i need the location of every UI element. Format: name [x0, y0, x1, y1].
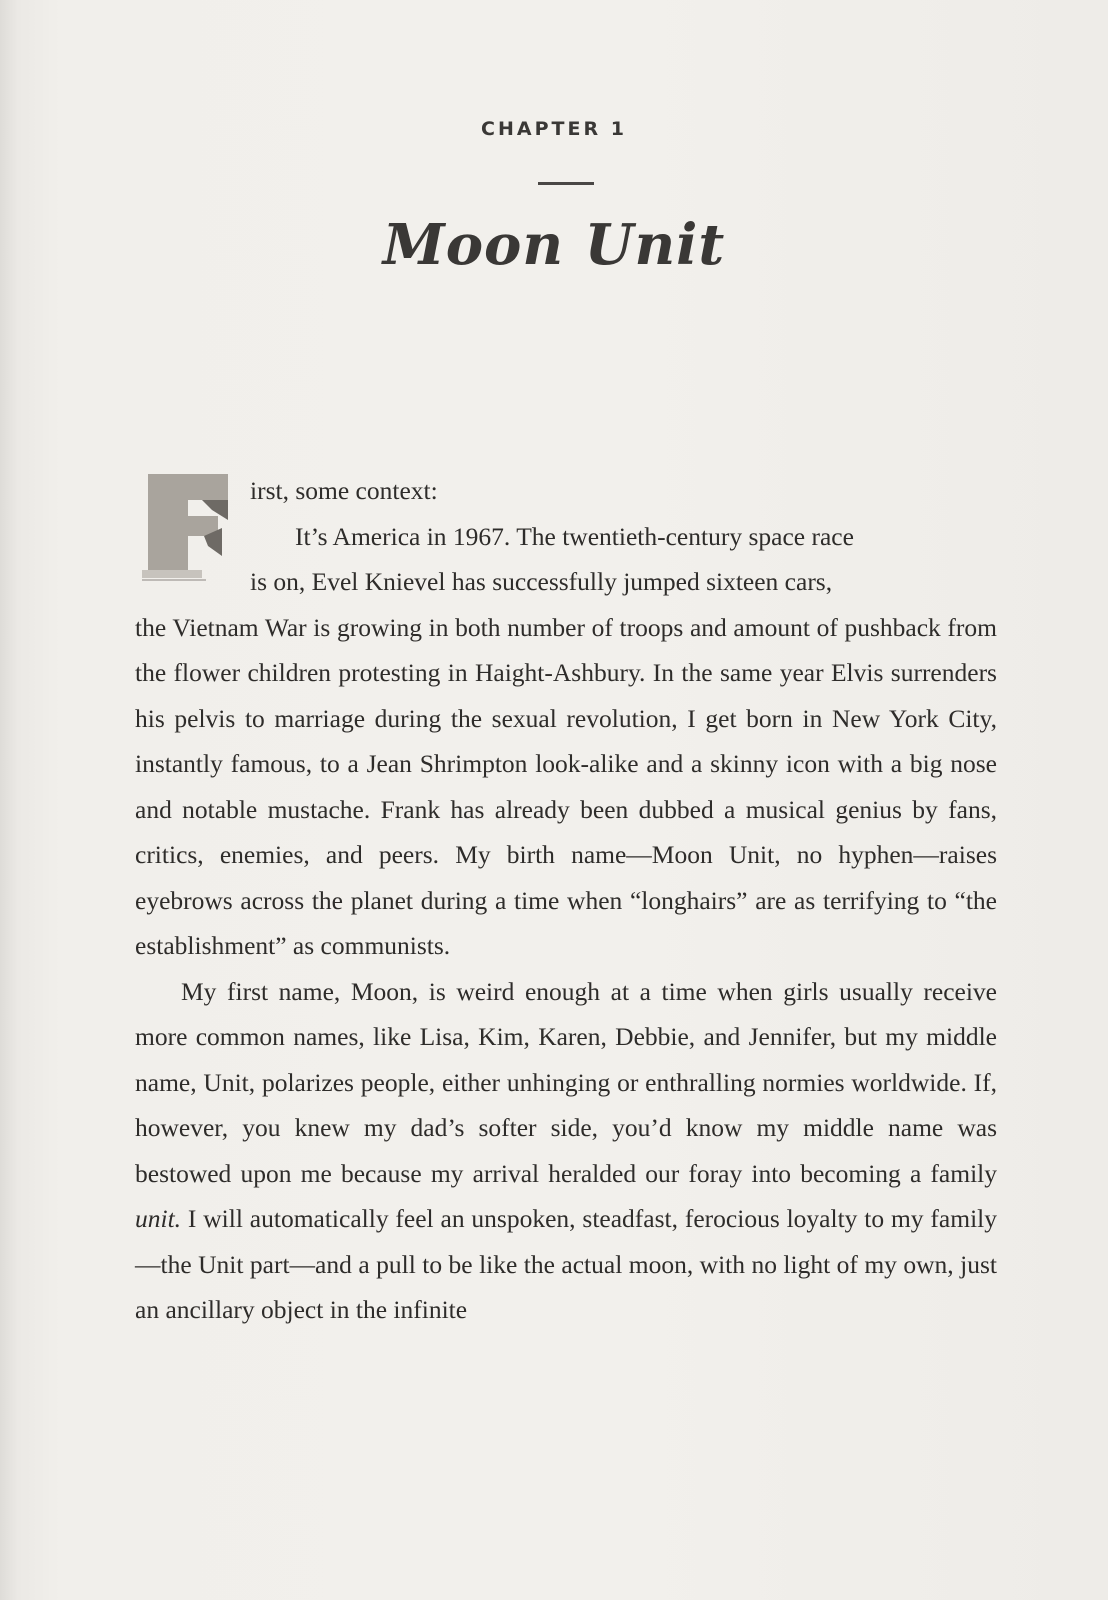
paragraph-text: I will automatically feel an unspoken, steadfast, ferocious loyalty to my family—the Unit part—and a pull to be like the actual moon, with no light of my own, just an ancillary object in the infinite [135, 1204, 997, 1324]
body-text [135, 468, 997, 1333]
chapter-divider [538, 182, 594, 185]
paragraph-name [135, 969, 997, 1333]
paragraph-text: My first name, Moon, is weird enough at a time when girls usually receive more common names, like Lisa, Kim, Karen, Debbie, and Jennifer, but my middle name, Unit, polarizes people, either unhinging or enthralling normies worldwide. If, however, you knew my dad’s softer side, you’d know my middle name was bestowed upon me because my arrival heralded our foray into becoming a family [135, 976, 997, 1188]
opening-line: irst, some context: [250, 476, 438, 505]
paragraph-opening [135, 468, 997, 514]
chapter-title: Moon Unit [382, 212, 726, 278]
chapter-label: CHAPTER 1 [481, 118, 627, 140]
paragraph-line: It’s America in 1967. The twentieth-century space race [295, 521, 854, 551]
paragraph-text: the Vietnam War is growing in both number of troops and amount of pushback from the flower children protesting in Haight-Ashbury. In the same year Elvis surrenders his pelvis to marriage during the sexual revolution, I get born in New York City, instantly famous, to a Jean Shrimpton look-alike and a skinny icon with a big nose and notable mustache. Frank has already been dubbed a musical genius by fans, critics, enemies, and peers. My birth name—Moon Unit, no hyphen—raises eyebrows across the planet during a time when “longhairs” are as terrifying to “the establishment” as communists. [135, 612, 997, 960]
paragraph-context [135, 514, 997, 969]
italic-word: unit. [135, 1204, 182, 1233]
paragraph-line: is on, Evel Knievel has successfully jumped sixteen cars, [250, 567, 833, 596]
